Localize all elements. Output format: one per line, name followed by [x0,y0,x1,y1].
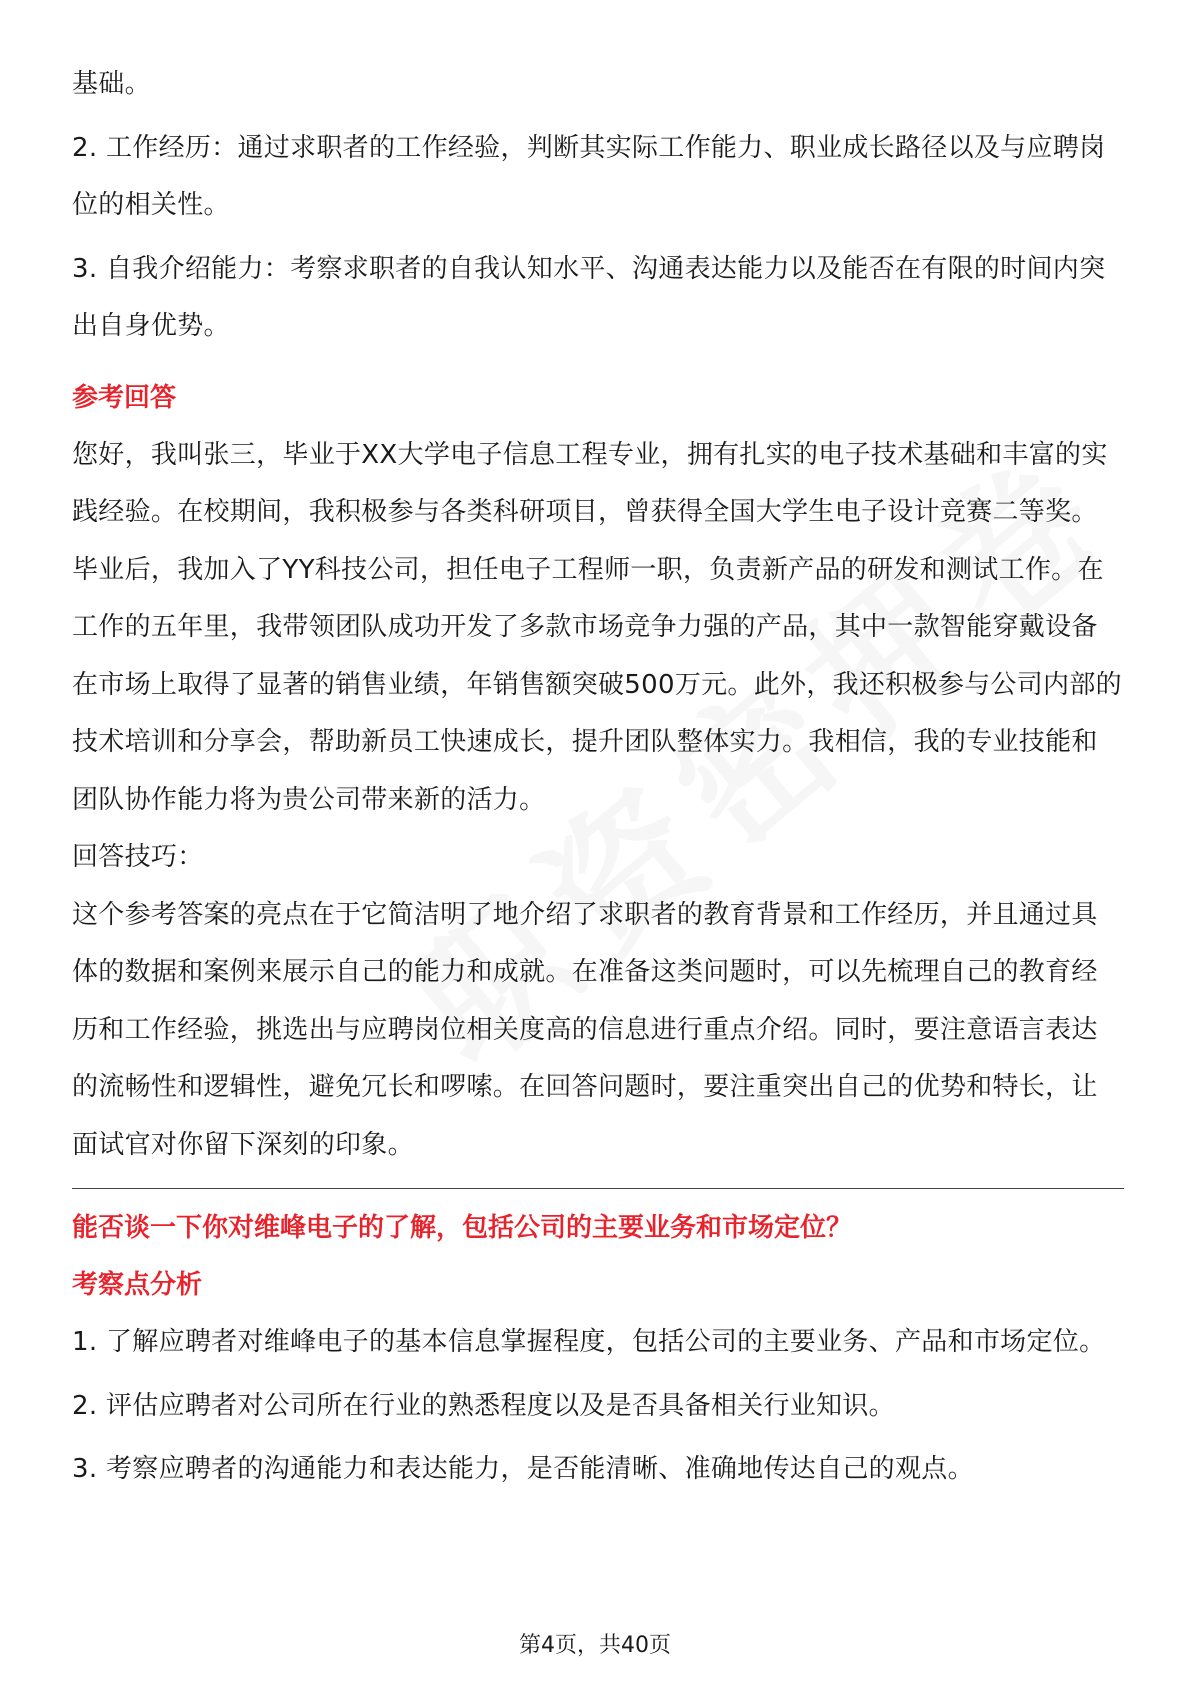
analysis-point-3: 3. 自我介绍能力：考察求职者的自我认知水平、沟通表达能力以及能否在有限的时间内突出自身优势。 [72,253,1106,341]
page-number: 第4页，共40页 [519,1633,671,1658]
section-divider [72,1188,1124,1189]
body-text-line: 基础。 [72,69,151,99]
analysis-point-2: 2. 工作经历：通过求职者的工作经验，判断其实际工作能力、职业成长路径以及与应聘岗位的相关性。 [72,132,1106,220]
question2-point-1: 1. 了解应聘者对维峰电子的基本信息掌握程度，包括公司的主要业务、产品和市场定位。 [72,1327,1106,1357]
document-page [72,56,1122,1499]
answer-tips-label: 回答技巧： [72,842,204,872]
reference-answer-heading: 参考回答 [72,382,177,413]
question2-point-3: 3. 考察应聘者的沟通能力和表达能力，是否能清晰、准确地传达自己的观点。 [72,1454,974,1484]
analysis-heading: 考察点分析 [72,1270,203,1300]
answer-tips-body: 这个参考答案的亮点在于它简洁明了地介绍了求职者的教育背景和工作经历，并且通过具体的数据和案例来展示自己的能力和成就。在准备这类问题时，可以先梳理自己的教育经历和工作经验，挑选出与应聘岗位相关度高的信息进行重点介绍。同时，要注意语言表达的流畅性和逻辑性，避免冗长和啰嗦。在回答问题时，要注重突出自己的优势和特长，让面试官对你留下深刻的印象。 [72,899,1098,1160]
question-title: 能否谈一下你对维峰电子的了解，包括公司的主要业务和市场定位？ [72,1213,853,1243]
question2-point-2: 2. 评估应聘者对公司所在行业的熟悉程度以及是否具备相关行业知识。 [72,1390,895,1421]
reference-answer-body: 您好，我叫张三，毕业于XX大学电子信息工程专业，拥有扎实的电子技术基础和丰富的实践经验。在校期间，我积极参与各类科研项目，曾获得全国大学生电子设计竞赛二等奖。毕业后，我加入了YY科技公司，担任电子工程师一职，负责新产品的研发和测试工作。在工作的五年里，我带领团队成功开发了多款市场竞争力强的产品，其中一款智能穿戴设备在市场上取得了显著的销售业绩，年销售额突破500万元。此外，我还积极参与公司内部的技术培训和分享会，帮助新员工快速成长，提升团队整体实力。我相信，我的专业技能和团队协作能力将为贵公司带来新的活力。 [72,439,1122,815]
